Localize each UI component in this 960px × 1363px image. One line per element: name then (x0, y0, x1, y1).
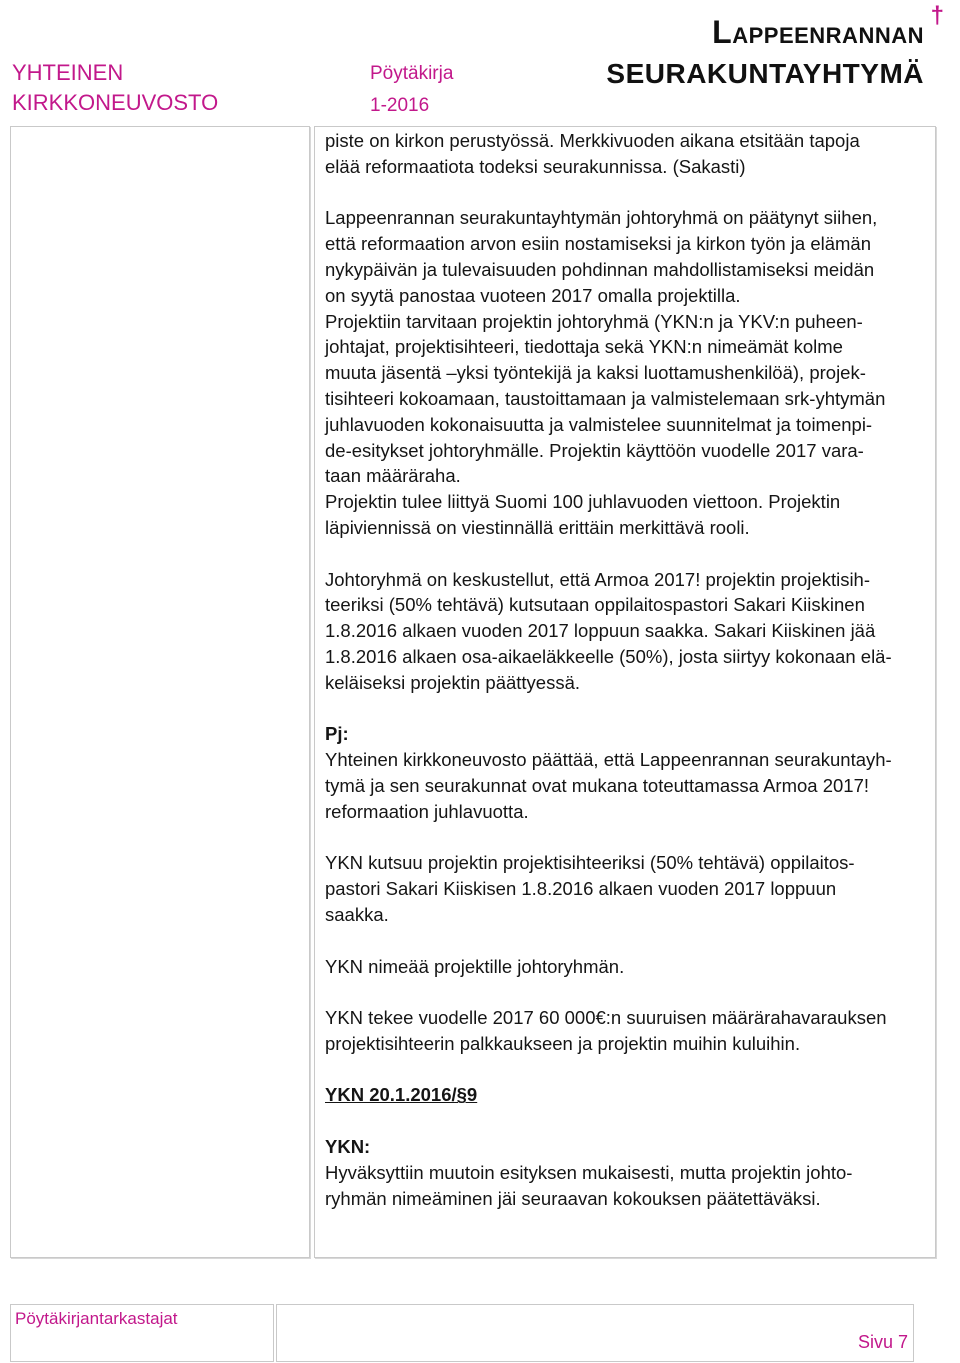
checkers-label: Pöytäkirjantarkastajat (15, 1309, 178, 1328)
body-line: de-esitykset johtoryhmälle. Projektin käyttöön vuodelle 2017 vara- (325, 439, 864, 461)
chair-proposal-heading: Pj: (325, 723, 349, 745)
body-line: YKN tekee vuodelle 2017 60 000€:n suuruisen määrärahavarauksen (325, 1007, 887, 1029)
document-body (325, 128, 925, 1211)
document-number: 1-2016 (370, 95, 430, 116)
body-line: tisihteeri kokoamaan, taustoittamaan ja valmistelemaan srk-yhtymän (325, 387, 886, 409)
organization-name-line1: YHTEINEN (12, 60, 124, 85)
body-line: juhlavuoden kokonaisuutta ja valmistelee suunnitelmat ja toimenpi- (325, 413, 873, 435)
body-line: 1.8.2016 alkaen osa-aikaeläkkeelle (50%), josta siirtyy kokonaan elä- (325, 645, 892, 667)
parish-name-line1: Lappeenrannan (712, 14, 924, 50)
document-type: Pöytäkirja (370, 63, 454, 84)
body-line: Yhteinen kirkkoneuvosto päättää, että Lappeenrannan seurakuntayh- (325, 749, 892, 771)
document-info (370, 58, 453, 122)
signature-box (276, 1304, 914, 1362)
body-line: Projektin tulee liittyä Suomi 100 juhlavuoden viettoon. Projektin (325, 491, 841, 513)
body-line: läpiviennissä on viestinnällä erittäin merkittävä rooli. (325, 516, 750, 538)
body-line: saakka. (325, 903, 389, 925)
organization-name-line2: KIRKKONEUVOSTO (12, 90, 219, 115)
body-line: johtajat, projektisihteeri, tiedottaja sekä YKN:n nimeämät kolme (325, 336, 843, 358)
body-line: piste on kirkon perustyössä. Merkkivuoden aikana etsitään tapoja (325, 130, 860, 151)
page-number: Sivu 7 (857, 1332, 908, 1352)
cross-icon: † (930, 2, 944, 29)
body-line: elää reformaatiota todeksi seurakunnissa. (Sakasti) (325, 155, 746, 177)
body-line: Hyväksyttiin muutoin esityksen mukaisesti, mutta projektin johto- (325, 1161, 853, 1183)
body-line: reformaation juhlavuotta. (325, 800, 529, 822)
organization-name (12, 58, 218, 118)
checkers-box (10, 1304, 274, 1362)
body-line: pastori Sakari Kiiskisen 1.8.2016 alkaen vuoden 2017 loppuun (325, 878, 837, 900)
body-line: YKN nimeää projektille johtoryhmän. (325, 955, 625, 977)
meeting-reference-heading: YKN 20.1.2016/§9 (325, 1084, 478, 1106)
body-line: 1.8.2016 alkaen vuoden 2017 loppuun saakka. Sakari Kiiskinen jää (325, 620, 876, 642)
body-line: on syytä panostaa vuoteen 2017 omalla projektilla. (325, 284, 741, 306)
body-line: että reformaation arvon esiin nostamiseksi ja kirkon työn ja elämän (325, 233, 872, 255)
left-margin-column (10, 126, 310, 1258)
body-line: projektisihteerin palkkaukseen ja projektin muihin kuluihin. (325, 1032, 801, 1054)
body-line: muuta jäsentä –yksi työntekijä ja kaksi luottamushenkilöä), projek- (325, 362, 866, 384)
body-line: Lappeenrannan seurakuntayhtymän johtoryhmä on päätynyt siihen, (325, 207, 878, 229)
body-line: nykypäivän ja tulevaisuuden pohdinnan mahdollistamiseksi meidän (325, 258, 875, 280)
body-line: teeriksi (50% tehtävä) kutsutaan oppilaitospastori Sakari Kiiskinen (325, 594, 865, 616)
decision-heading: YKN: (325, 1136, 371, 1158)
parish-name-line2: SEURAKUNTAYHTYMÄ (606, 58, 924, 89)
body-line: ryhmän nimeäminen jäi seuraavan kokouksen päätettäväksi. (325, 1187, 821, 1209)
body-line: Johtoryhmä on keskustellut, että Armoa 2017! projektin projektisih- (325, 568, 871, 590)
parish-logo-text (606, 2, 944, 92)
body-line: taan määräraha. (325, 465, 461, 487)
body-line: YKN kutsuu projektin projektisihteeriksi (50% tehtävä) oppilaitos- (325, 852, 855, 874)
body-line: Projektiin tarvitaan projektin johtoryhmä (YKN:n ja YKV:n puheen- (325, 310, 863, 332)
body-line: tymä ja sen seurakunnat ovat mukana toteuttamassa Armoa 2017! (325, 774, 870, 796)
body-line: keläiseksi projektin päättyessä. (325, 671, 581, 693)
